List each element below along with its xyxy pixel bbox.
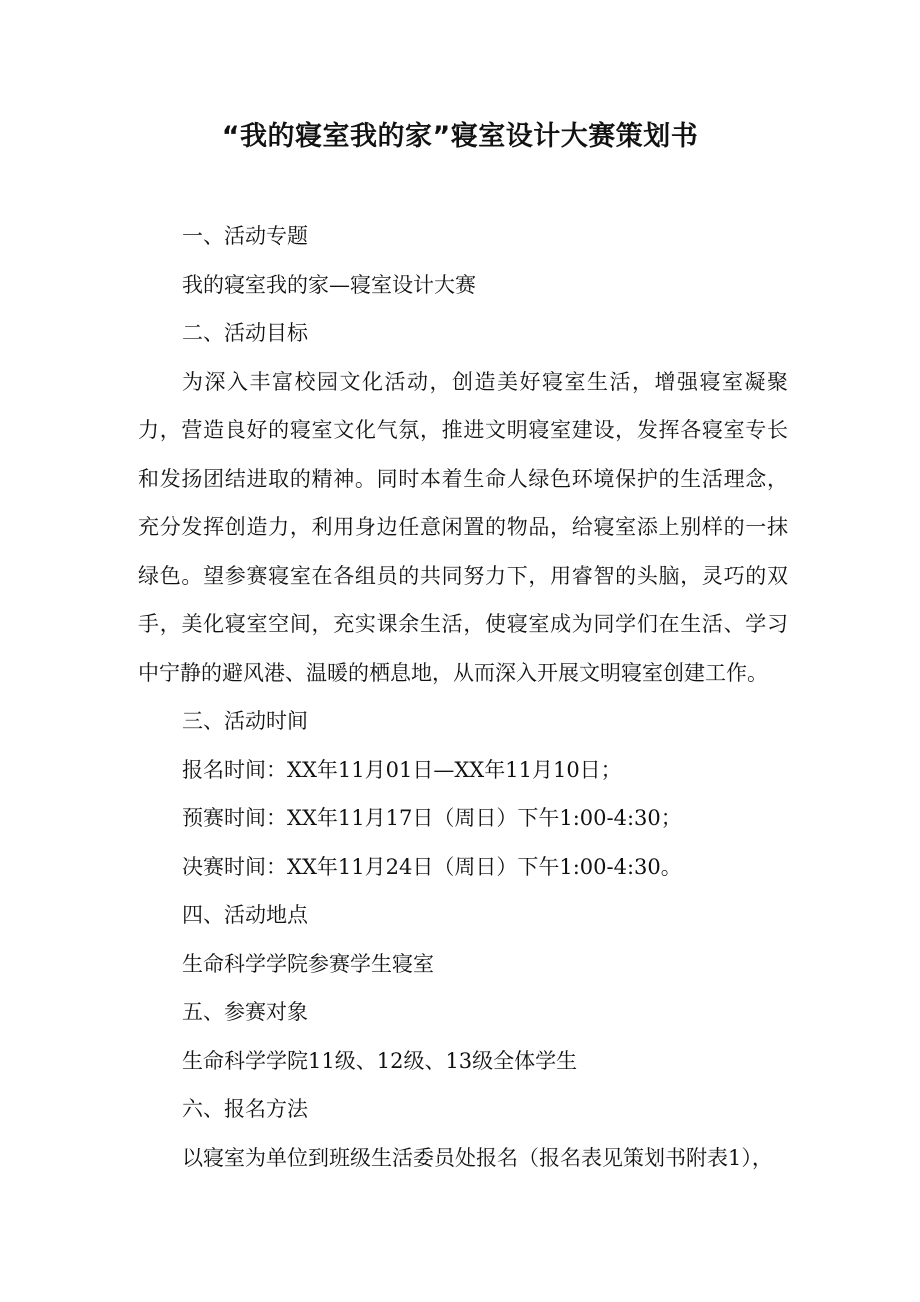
registration-time: 报名时间：XX年11月01日—XX年11月10日； — [182, 757, 622, 782]
activity-theme-text: 我的寝室我的家—寝室设计大赛 — [182, 272, 476, 297]
registration-method-text: 以寝室为单位到班级生活委员处报名（报名表见策划书附表1）， — [182, 1145, 773, 1170]
section-heading-activity-location: 四、活动地点 — [182, 903, 308, 927]
document-body — [138, 212, 788, 1182]
section-heading-registration-method: 六、报名方法 — [182, 1097, 308, 1121]
section-heading-activity-time: 三、活动时间 — [182, 709, 308, 733]
preliminary-time: 预赛时间：XX年11月17日（周日）下午1:00-4:30； — [182, 806, 682, 830]
document-title: “我的寝室我的家”寝室设计大赛策划书 — [221, 121, 699, 152]
section-heading-activity-goal: 二、活动目标 — [182, 321, 308, 345]
final-time: 决赛时间：XX年11月24日（周日）下午1:00-4:30。 — [182, 854, 682, 879]
activity-location-text: 生命科学学院参赛学生寝室 — [182, 951, 434, 976]
activity-goal-text: 为深入丰富校园文化活动，创造美好寝室生活，增强寝室凝聚力，营造良好的寝室文化气氛，推进文明寝室建设，发挥各寝室专长和发扬团结进取的精神。同时本着生命人绿色环境保护的生活理念，充分发挥创造力，利用身边任意闲置的物品，给寝室添上别样的一抹绿色。望参赛寝室在各组员的共同努力下，用睿智的头脑，灵巧的双手，美化寝室空间，充实课余生活，使寝室成为同学们在生活、学习中宁静的避风港、温暖的栖息地，从而深入开展文明寝室创建工作。 — [138, 369, 788, 685]
section-heading-activity-theme: 一、活动专题 — [182, 224, 308, 248]
participants-text: 生命科学学院11级、12级、13级全体学生 — [182, 1048, 578, 1073]
section-heading-participants: 五、参赛对象 — [182, 1000, 308, 1024]
